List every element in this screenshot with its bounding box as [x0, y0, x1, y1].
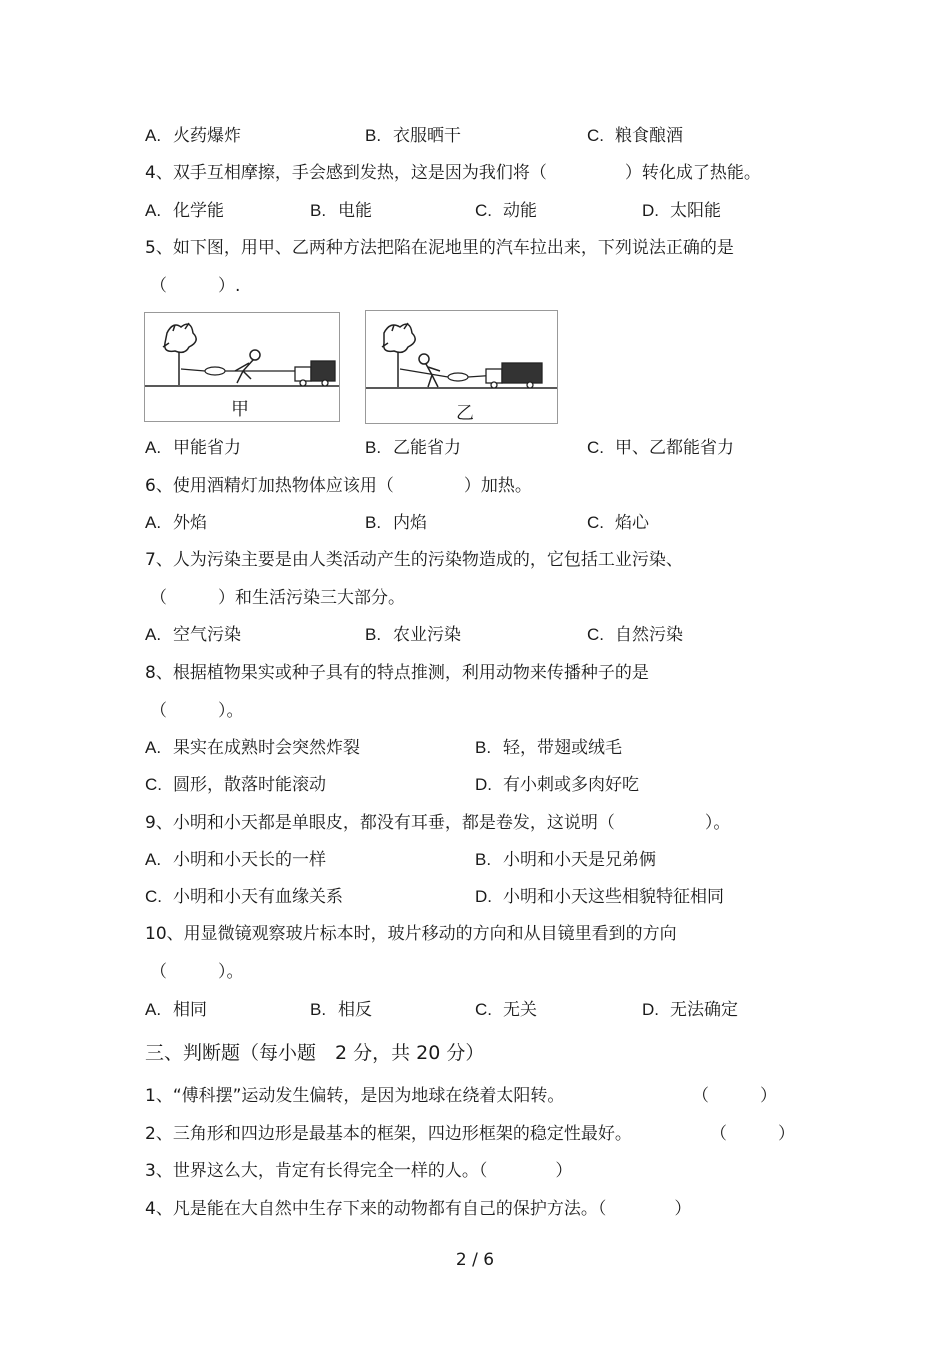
- q10-option-b: B. 相反: [310, 1000, 372, 1020]
- q10-option-a: A. 相同: [145, 1000, 207, 1020]
- q8-option-b: B. 轻，带翅或绒毛: [475, 738, 622, 758]
- q10-option-d: D. 无法确定: [642, 1000, 738, 1020]
- q4-option-c: C. 动能: [475, 201, 537, 221]
- judge-paren-1: （ ）: [692, 1086, 777, 1106]
- figure-jia: [144, 312, 340, 422]
- q4-option-a: A. 化学能: [145, 201, 224, 221]
- q8-option-c: C. 圆形，散落时能滚动: [145, 775, 326, 795]
- figure-label-jia: 甲: [231, 399, 249, 420]
- q8-option-a: A. 果实在成熟时会突然炸裂: [145, 738, 360, 758]
- q4-option-b: B. 电能: [310, 201, 372, 221]
- q9-option-c: C. 小明和小天有血缘关系: [145, 887, 343, 907]
- q3-option-b: B. 衣服晒干: [365, 126, 461, 146]
- q6-option-b: B. 内焰: [365, 513, 427, 533]
- truck-icon: [295, 361, 335, 386]
- q5-option-a: A. 甲能省力: [145, 438, 241, 458]
- figure-label-yi: 乙: [456, 403, 474, 424]
- q6-option-c: C. 焰心: [587, 513, 649, 533]
- q7-option-c: C. 自然污染: [587, 625, 683, 645]
- person-icon: [235, 350, 260, 383]
- truck-icon: [486, 363, 542, 388]
- q5-paren: （ ）.: [150, 276, 241, 296]
- q5-option-c: C. 甲、乙都能省力: [587, 438, 734, 458]
- q7-stem-continued: （ ）和生活污染三大部分。: [150, 588, 405, 608]
- judge-item-3: 3、世界这么大，肯定有长得完全一样的人。（ ）: [145, 1161, 573, 1181]
- q10-stem: 10、用显微镜观察玻片标本时，玻片移动的方向和从目镜里看到的方向: [145, 924, 677, 944]
- q8-paren: （ ）。: [150, 701, 244, 721]
- q9-option-a: A. 小明和小天长的一样: [145, 850, 326, 870]
- q4-stem: 4、双手互相摩擦，手会感到发热，这是因为我们将（ ）转化成了热能。: [145, 163, 761, 183]
- q10-paren: （ ）。: [150, 962, 244, 982]
- q9-stem: 9、小明和小天都是单眼皮，都没有耳垂，都是卷发，这说明（ ）。: [145, 813, 731, 833]
- judge-item-1: 1、“傅科摆”运动发生偏转，是因为地球在绕着太阳转。: [145, 1086, 565, 1106]
- q6-option-a: A. 外焰: [145, 513, 207, 533]
- q3-option-c: C. 粮食酿酒: [587, 126, 683, 146]
- q7-option-a: A. 空气污染: [145, 625, 241, 645]
- page-number: 2 / 6: [455, 1250, 495, 1270]
- q8-option-d: D. 有小刺或多肉好吃: [475, 775, 639, 795]
- tree-icon: [382, 323, 415, 387]
- judge-paren-2: （ ）: [710, 1124, 795, 1144]
- q7-stem: 7、人为污染主要是由人类活动产生的污染物造成的，它包括工业污染、: [145, 550, 683, 570]
- q3-option-a: A. 火药爆炸: [145, 126, 241, 146]
- judge-item-4: 4、凡是能在大自然中生存下来的动物都有自己的保护方法。（ ）: [145, 1199, 692, 1219]
- q10-option-c: C. 无关: [475, 1000, 537, 1020]
- q5-stem: 5、如下图，用甲、乙两种方法把陷在泥地里的汽车拉出来，下列说法正确的是: [145, 238, 734, 258]
- person-icon: [419, 354, 440, 387]
- q9-option-b: B. 小明和小天是兄弟俩: [475, 850, 656, 870]
- q6-stem: 6、使用酒精灯加热物体应该用（ ）加热。: [145, 476, 532, 496]
- tree-icon: [163, 323, 196, 385]
- q8-stem: 8、根据植物果实或种子具有的特点推测，利用动物来传播种子的是: [145, 663, 649, 683]
- q4-option-d: D. 太阳能: [642, 201, 721, 221]
- figure-yi: [365, 310, 558, 424]
- q9-option-d: D. 小明和小天这些相貌特征相同: [475, 887, 724, 907]
- q5-option-b: B. 乙能省力: [365, 438, 461, 458]
- q7-option-b: B. 农业污染: [365, 625, 461, 645]
- judge-item-2: 2、三角形和四边形是最基本的框架，四边形框架的稳定性最好。: [145, 1124, 632, 1144]
- section-title: 三、判断题（每小题 2 分，共 20 分）: [145, 1042, 485, 1064]
